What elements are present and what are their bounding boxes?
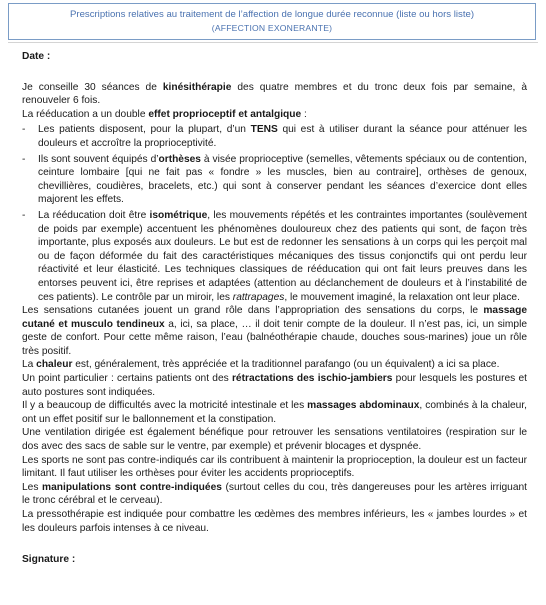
text: Un point particulier : certains patients ont des bbox=[22, 373, 232, 385]
bold-text: orthèses bbox=[158, 153, 201, 165]
text: a, ici, sa place, … il doit tenir compte de la douleur. Il n’est pas, ici, un simple geste de confort. Pour cette même raison, l’eau (balnéothérapie chaude, douches sous-marines) joue un rôle très positif. bbox=[22, 318, 528, 357]
paragraph-massage bbox=[22, 304, 527, 358]
bold-text: manipulations sont contre-indiquées bbox=[42, 481, 222, 493]
text: Les sensations cutanées jouent un grand rôle dans l’appropriation des sensations du corps, le bbox=[22, 305, 484, 317]
text: , le mouvement imaginé, la relaxation ont leur place. bbox=[284, 291, 520, 303]
text: La rééducation a un double bbox=[22, 108, 149, 120]
text: (surtout celles du cou, très dangereuses pour les artères irriguant le tronc cérébral et le cerveau). bbox=[22, 481, 527, 507]
paragraph-abdominal bbox=[22, 399, 527, 426]
list-item bbox=[22, 123, 527, 150]
top-divider bbox=[8, 42, 538, 43]
bold-text: rétractations des ischio-jambiers bbox=[231, 373, 393, 385]
paragraph-chaleur bbox=[22, 358, 527, 372]
paragraph-ischio bbox=[22, 372, 527, 399]
text: , combinés à la chaleur, ont un effet positif sur le ballonnement et la constipation. bbox=[22, 400, 527, 425]
text: Il y a beaucoup de difficultés avec la motricité intestinale et les bbox=[22, 400, 308, 412]
bold-text: massage cutané et musculo tendineux bbox=[22, 305, 527, 330]
italic-text: rattrapages bbox=[232, 291, 285, 303]
text: : bbox=[301, 108, 307, 120]
paragraph-kine bbox=[22, 81, 527, 108]
bold-text: massages abdominaux bbox=[307, 400, 420, 412]
bold-text: chaleur bbox=[36, 359, 73, 371]
text: , les mouvements répétés et les contraintes importantes (soulèvement de poids par exemple) accentuent les phénomènes douloureux chez des patients qui sont, de façon très importante, plus exposés aux douleurs. Le but est de redonner les sensations à un corps qui les perçoit mal ou de façon déformée du fait des caractéristiques mécaniques des tissus conjonctifs qui ont perdu leur réactivité et leur élasticité. Les techniques classiques de rééducation qui ont fait leurs preuves dans les entorses peuvent ici, être reprises et adaptées (attention au déclanchement de douleurs et à l’instabilité de ces patients). Le contrôle par un miroir, les bbox=[38, 209, 528, 303]
list-item bbox=[22, 153, 527, 207]
header-subtitle: (AFFECTION EXONERANTE) bbox=[211, 23, 333, 33]
text: pour lesquels les postures et auto postures sont indiquées. bbox=[22, 373, 527, 398]
text: Ils sont souvent équipés d’ bbox=[38, 153, 159, 165]
text: Je conseille 30 séances de bbox=[22, 81, 163, 93]
text: des quatre membres et du tronc deux fois par semaine, à renouveler 6 fois. bbox=[22, 81, 527, 107]
date-label: Date : bbox=[22, 51, 51, 62]
bullet-dash: - bbox=[22, 153, 26, 165]
list-item bbox=[22, 209, 527, 304]
bullet-dash: - bbox=[22, 124, 26, 136]
bold-text: effet proprioceptif et antalgique bbox=[148, 108, 302, 120]
paragraph-pressotherapie: La pressothérapie est indiquée pour combattre les œdèmes des membres inférieurs, les « jambes lourdes » et les douleurs parfois intenses à ce niveau. bbox=[22, 509, 527, 534]
text: La bbox=[22, 359, 37, 371]
text: Les patients disposent, pour la plupart, d’un bbox=[38, 124, 251, 136]
text: Les bbox=[22, 481, 43, 493]
paragraph-manipulations bbox=[22, 481, 527, 508]
bold-text: isométrique bbox=[149, 209, 208, 221]
document-body bbox=[22, 50, 527, 567]
text: qui est à utiliser durant la séance pour atténuer les douleurs et accroître la proprioceptivité. bbox=[38, 124, 527, 149]
paragraph-ventilation: Une ventilation dirigée est également bénéfique pour retrouver les sensations ventilatoires (respiration sur le dos avec des sacs de sable sur le ventre, par exemple) et prévenir blocages et dyspnée. bbox=[22, 427, 527, 453]
effect-list bbox=[22, 123, 527, 304]
header-title: Prescriptions relatives au traitement de l’affection de longue durée reconnue (liste ou hors liste) bbox=[69, 9, 475, 20]
text: La rééducation doit être bbox=[38, 209, 150, 221]
document-header bbox=[8, 3, 536, 40]
paragraph-effect bbox=[22, 108, 527, 122]
text: à visée proprioceptive (semelles, vêtements spéciaux ou de contention, ceinture lombaire [qui ne fait pas « fondre » les muscles, bien au contraire], orthèses de genoux, chevillières, coudières, bracelets, etc.) qui sont à conserver pendant les séances d’exercice dont elles majorent les effets. bbox=[38, 153, 527, 206]
bold-text: kinésithérapie bbox=[162, 81, 232, 93]
signature-label: Signature : bbox=[22, 554, 76, 566]
bold-text: TENS bbox=[250, 124, 278, 136]
bullet-dash: - bbox=[22, 209, 26, 221]
text: est, généralement, très appréciée et la traditionnel parafango (ou un équivalent) a ici sa place. bbox=[72, 359, 500, 371]
paragraph-sports: Les sports ne sont pas contre-indiqués car ils contribuent à maintenir la proprioception, la douleur est un facteur limitant. Il faut utiliser les orthèses pour éviter les accidents proprioceptifs. bbox=[22, 454, 527, 480]
